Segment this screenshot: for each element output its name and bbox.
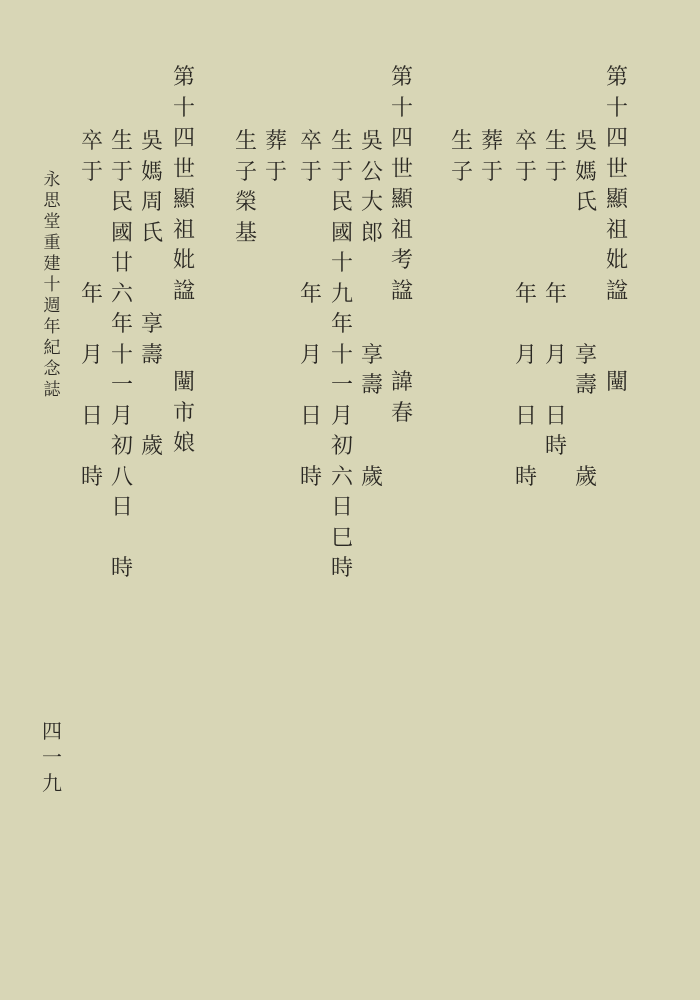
glyph: 月: [544, 342, 567, 368]
glyph: 壽: [574, 373, 597, 398]
glyph: 于: [514, 159, 537, 185]
glyph: 生: [234, 129, 257, 154]
glyph: 闉: [172, 370, 195, 395]
glyph: [138, 281, 166, 309]
glyph: 時: [514, 464, 537, 490]
record-1-children-column: [448, 128, 476, 189]
glyph: [358, 250, 386, 278]
glyph: 建: [43, 254, 61, 274]
record-1-burial-column: [478, 128, 506, 189]
record-1-birth-column: [542, 128, 570, 464]
record-2-death-column: [297, 128, 325, 494]
glyph: 十: [43, 275, 61, 295]
glyph: [603, 339, 631, 367]
glyph: 吳: [574, 129, 597, 154]
glyph: 四: [390, 126, 413, 151]
glyph: [358, 281, 386, 309]
glyph: [297, 372, 325, 400]
glyph: [572, 403, 600, 431]
glyph: 一: [42, 745, 62, 769]
record-2-children-column: [232, 128, 260, 250]
glyph: 八: [110, 464, 133, 490]
glyph: 年: [80, 281, 103, 307]
glyph: 民: [110, 190, 133, 215]
glyph: 周: [140, 190, 163, 215]
glyph: 春: [390, 400, 413, 426]
glyph: [388, 339, 416, 367]
glyph: 月: [299, 342, 322, 368]
glyph: 生: [330, 129, 353, 154]
record-1-name-column: [572, 128, 600, 494]
glyph: 吳: [360, 129, 383, 154]
record-2-title-column: [388, 64, 416, 430]
glyph: [78, 311, 106, 339]
glyph: 卒: [514, 129, 537, 154]
glyph: [358, 311, 386, 339]
glyph: 享: [574, 342, 597, 368]
glyph: [170, 339, 198, 367]
glyph: [542, 220, 570, 248]
glyph: 歲: [574, 464, 597, 490]
glyph: 氏: [574, 190, 597, 215]
glyph: 十: [330, 251, 353, 276]
glyph: 日: [110, 495, 133, 520]
glyph: 媽: [574, 159, 597, 185]
glyph: [603, 308, 631, 336]
record-2-birth-column: [328, 128, 356, 586]
glyph: 一: [110, 373, 133, 398]
glyph: [572, 433, 600, 461]
glyph: [138, 403, 166, 431]
glyph: 榮: [234, 190, 257, 215]
glyph: 顯: [605, 187, 628, 212]
glyph: 子: [234, 159, 257, 185]
glyph: [78, 250, 106, 278]
glyph: 日: [80, 403, 103, 429]
record-2-name-column: [358, 128, 386, 494]
glyph: 大: [360, 190, 383, 215]
glyph: [108, 525, 136, 553]
glyph: [542, 250, 570, 278]
glyph: [358, 403, 386, 431]
glyph: [358, 433, 386, 461]
glyph: 一: [330, 373, 353, 398]
glyph: 郎: [360, 220, 383, 246]
glyph: 思: [43, 191, 61, 211]
record-3-birth-column: [108, 128, 136, 586]
glyph: [572, 250, 600, 278]
side-title: [38, 170, 66, 401]
glyph: 諡: [605, 278, 628, 304]
glyph: 妣: [605, 248, 628, 273]
glyph: 生: [450, 129, 473, 154]
glyph: [512, 311, 540, 339]
record-1-title-column: [603, 64, 631, 400]
glyph: 時: [544, 434, 567, 459]
glyph: [572, 311, 600, 339]
glyph: 年: [43, 317, 61, 337]
glyph: [542, 372, 570, 400]
glyph: 于: [110, 159, 133, 185]
glyph: 重: [43, 233, 61, 253]
glyph: 十: [390, 95, 413, 121]
glyph: 十: [605, 95, 628, 121]
glyph: 四: [42, 719, 62, 743]
glyph: 年: [330, 312, 353, 337]
glyph: 堂: [43, 212, 61, 232]
glyph: 媽: [140, 159, 163, 185]
glyph: [297, 220, 325, 248]
glyph: 公: [360, 159, 383, 185]
glyph: 于: [480, 159, 503, 185]
glyph: 世: [390, 156, 413, 182]
glyph: 生: [110, 129, 133, 154]
glyph: 日: [514, 403, 537, 429]
glyph: 考: [390, 248, 413, 273]
glyph: 十: [110, 342, 133, 368]
glyph: 日: [299, 403, 322, 429]
glyph: 月: [110, 403, 133, 429]
glyph: 四: [172, 126, 195, 151]
glyph: 月: [80, 342, 103, 368]
glyph: 享: [140, 312, 163, 337]
glyph: 闉: [605, 370, 628, 395]
glyph: 祖: [605, 217, 628, 243]
glyph: 顯: [172, 187, 195, 212]
record-3-name-column: [138, 128, 166, 464]
glyph: 葬: [264, 129, 287, 154]
glyph: 初: [110, 434, 133, 459]
glyph: 市: [172, 400, 195, 426]
record-3-death-column: [78, 128, 106, 494]
glyph: 吳: [140, 129, 163, 154]
glyph: [512, 250, 540, 278]
glyph: 巳: [330, 525, 353, 551]
glyph: 基: [234, 220, 257, 246]
glyph: 享: [360, 342, 383, 368]
glyph: 六: [110, 281, 133, 307]
glyph: 年: [544, 281, 567, 307]
glyph: [78, 433, 106, 461]
glyph: [572, 220, 600, 248]
record-2-burial-column: [262, 128, 290, 189]
glyph: 氏: [140, 220, 163, 246]
glyph: 于: [299, 159, 322, 185]
glyph: 國: [110, 220, 133, 246]
glyph: 卒: [299, 129, 322, 154]
glyph: 世: [172, 156, 195, 182]
glyph: 廿: [110, 251, 133, 276]
glyph: 日: [330, 495, 353, 520]
glyph: 于: [264, 159, 287, 185]
glyph: 第: [172, 65, 195, 90]
glyph: 年: [514, 281, 537, 307]
glyph: 世: [605, 156, 628, 182]
glyph: 諱: [390, 370, 413, 395]
glyph: 于: [80, 159, 103, 185]
glyph: 永: [43, 170, 61, 190]
glyph: 初: [330, 434, 353, 459]
glyph: [512, 433, 540, 461]
glyph: 月: [330, 403, 353, 429]
glyph: 念: [43, 359, 61, 379]
glyph: [512, 189, 540, 217]
glyph: 日: [544, 403, 567, 429]
record-3-title-column: [170, 64, 198, 461]
glyph: 第: [390, 65, 413, 90]
glyph: 于: [330, 159, 353, 185]
glyph: [388, 308, 416, 336]
glyph: 第: [605, 65, 628, 90]
glyph: 娘: [172, 431, 195, 456]
glyph: 月: [514, 342, 537, 368]
glyph: 妣: [172, 248, 195, 273]
glyph: [542, 189, 570, 217]
glyph: [138, 250, 166, 278]
glyph: 四: [605, 126, 628, 151]
glyph: 週: [43, 296, 61, 316]
glyph: 時: [299, 464, 322, 490]
glyph: 歲: [140, 434, 163, 459]
glyph: [78, 372, 106, 400]
glyph: [572, 281, 600, 309]
glyph: 時: [80, 464, 103, 490]
glyph: 顯: [390, 187, 413, 212]
glyph: 誌: [43, 380, 61, 400]
glyph: 諡: [172, 278, 195, 304]
record-1-death-column: [512, 128, 540, 494]
glyph: 年: [110, 312, 133, 337]
glyph: [542, 311, 570, 339]
glyph: 時: [110, 556, 133, 581]
glyph: 民: [330, 190, 353, 215]
glyph: 諡: [390, 278, 413, 304]
glyph: 九: [330, 281, 353, 307]
glyph: 壽: [360, 373, 383, 398]
glyph: [297, 433, 325, 461]
glyph: 六: [330, 464, 353, 490]
glyph: 卒: [80, 129, 103, 154]
glyph: 祖: [390, 217, 413, 243]
glyph: [297, 250, 325, 278]
glyph: 壽: [140, 342, 163, 368]
glyph: 祖: [172, 217, 195, 243]
page-number: [38, 718, 66, 796]
glyph: [297, 311, 325, 339]
glyph: 國: [330, 220, 353, 246]
glyph: 時: [330, 556, 353, 581]
glyph: 葬: [480, 129, 503, 154]
glyph: 十: [330, 342, 353, 368]
glyph: 于: [544, 159, 567, 185]
glyph: 生: [544, 129, 567, 154]
glyph: [78, 220, 106, 248]
glyph: [297, 189, 325, 217]
glyph: 紀: [43, 338, 61, 358]
glyph: 九: [42, 771, 62, 795]
glyph: 歲: [360, 464, 383, 490]
glyph: [512, 220, 540, 248]
glyph: [78, 189, 106, 217]
glyph: [170, 308, 198, 336]
glyph: 十: [172, 95, 195, 121]
glyph: [512, 372, 540, 400]
glyph: 子: [450, 159, 473, 185]
glyph: [138, 372, 166, 400]
glyph: 年: [299, 281, 322, 307]
